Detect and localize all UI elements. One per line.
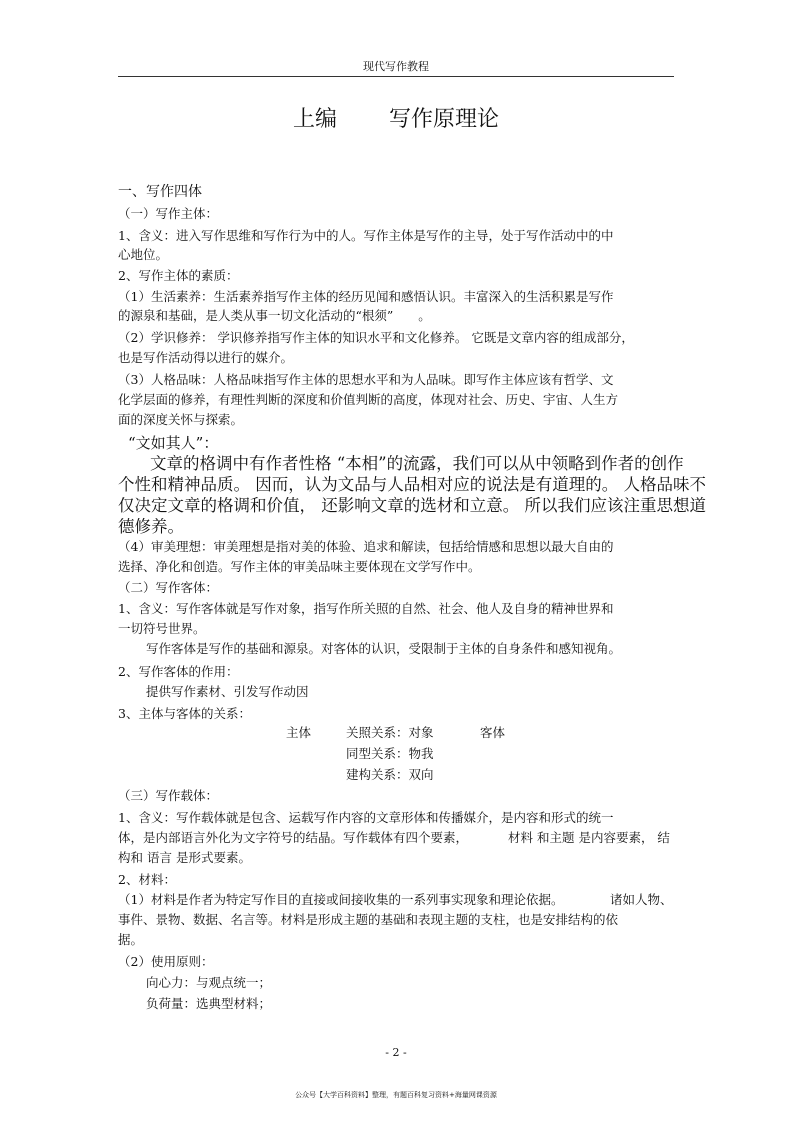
paragraph-line: 选择、净化和创造。写作主体的审美品味主要体现在文学写作中。 [118,559,481,574]
paragraph-line: 负荷量：选典型材料； [146,996,272,1011]
paragraph-line: 2、写作客体的作用： [118,664,239,679]
quote-paragraph-line: 个性和精神品质。 因而，认为文品与人品相对应的说法是有道理的。 人格品味不 [118,475,706,494]
paragraph-line: （3）人格品味：人格品味指写作主体的思想水平和为人品味。即写作主体应该有哲学、文 [118,372,614,387]
paragraph-line: 构和 语言 是形式要素。 [118,850,251,865]
paragraph-line: （2）学识修养： 学识修养指写作主体的知识水平和文化修养。 它既是文章内容的组成部分， [118,330,634,345]
paragraph-line: 诸如人物、 [610,892,673,907]
subsection-heading: （二）写作客体： [118,580,219,595]
paragraph-line: （2）使用原则： [118,954,214,969]
paragraph-line: 3、主体与客体的关系： [118,706,251,721]
chapter-name: 写作原理论 [389,107,500,132]
running-header: 现代写作教程 [363,60,429,73]
paragraph-line: 1、含义：写作载体就是包含、运载写作内容的文章形体和传播媒介，是内容和形式的统一 [118,810,614,825]
paragraph-line: （4）审美理想：审美理想是指对美的体验、追求和解读，包括给情感和思想以最大自由的 [118,539,614,554]
paragraph-line: 心地位。 [118,247,169,262]
section-heading: 一、写作四体 [118,184,202,200]
paragraph-line: 向心力：与观点统一； [146,975,272,990]
quote-paragraph-line: 文章的格调中有作者性格 “本相”的流露，我们可以从中领略到作者的创作 [150,454,684,473]
paragraph-line: 提供写作素材、引发写作动因 [146,684,309,699]
footer-note: 公众号【大学百科资料】整理，有题百科复习资料+海量网课资源 [295,1091,497,1099]
quote-heading: “文如其人”： [128,434,219,452]
relation-line: 同型关系：物我 [346,746,434,761]
paragraph-line: 1、含义：进入写作思维和写作行为中的人。写作主体是写作的主导，处于写作活动中的中 [118,228,614,243]
paragraph-line: （1）材料是作者为特定写作目的直接或间接收集的一系列事实现象和理论依据。 [118,892,564,907]
subsection-heading: （三）写作载体： [118,788,219,803]
paragraph-line: 事件、景物、数据、名言等。材料是形成主题的基础和表现主题的支柱，也是安排结构的依 [118,912,619,927]
paragraph-line: 一切符号世界。 [118,621,206,636]
relation-object: 客体 [480,725,506,740]
relation-line: 关照关系：对象 [346,725,434,740]
paragraph-line: 2、写作主体的素质： [118,268,239,283]
paragraph-line: 面的深度关怀与探索。 [118,412,244,427]
paragraph-line: 材料 和主题 是内容要素， 结 [508,830,670,845]
paragraph-line: 2、材料： [118,872,176,887]
relation-subject: 主体 [286,725,312,740]
subsection-heading: （一）写作主体： [118,206,219,221]
quote-paragraph-line: 仅决定文章的格调和价值， 还影响文章的选材和立意。 所以我们应该注重思想道 [118,496,706,515]
page-number: - 2 - [385,1046,407,1059]
chapter-part: 上编 [292,107,337,132]
header-rule [118,76,674,77]
relation-line: 建构关系：双向 [346,767,434,782]
paragraph-line: 据。 [118,932,144,947]
paragraph-line: 也是写作活动得以进行的媒介。 [118,350,294,365]
paragraph-line: （1）生活素养：生活素养指写作主体的经历见闻和感悟认识。丰富深入的生活积累是写作 [118,289,614,304]
paragraph-line: 写作客体是写作的基础和源泉。对客体的认识，受限制于主体的自身条件和感知视角。 [146,641,622,656]
quote-paragraph-line: 德修养。 [118,517,184,536]
paragraph-line: 体，是内部语言外化为文字符号的结晶。写作载体有四个要素， [118,830,469,845]
chapter-title [0,106,792,134]
paragraph-line: 1、含义：写作客体就是写作对象，指写作所关照的自然、社会、他人及自身的精神世界和 [118,601,614,616]
paragraph-line: 化学层面的修养，有理性判断的深度和价值判断的高度，体现对社会、历史、宇宙、人生方 [118,392,619,407]
paragraph-line: 的源泉和基础，是人类从事一切文化活动的“根须” 。 [118,308,431,323]
